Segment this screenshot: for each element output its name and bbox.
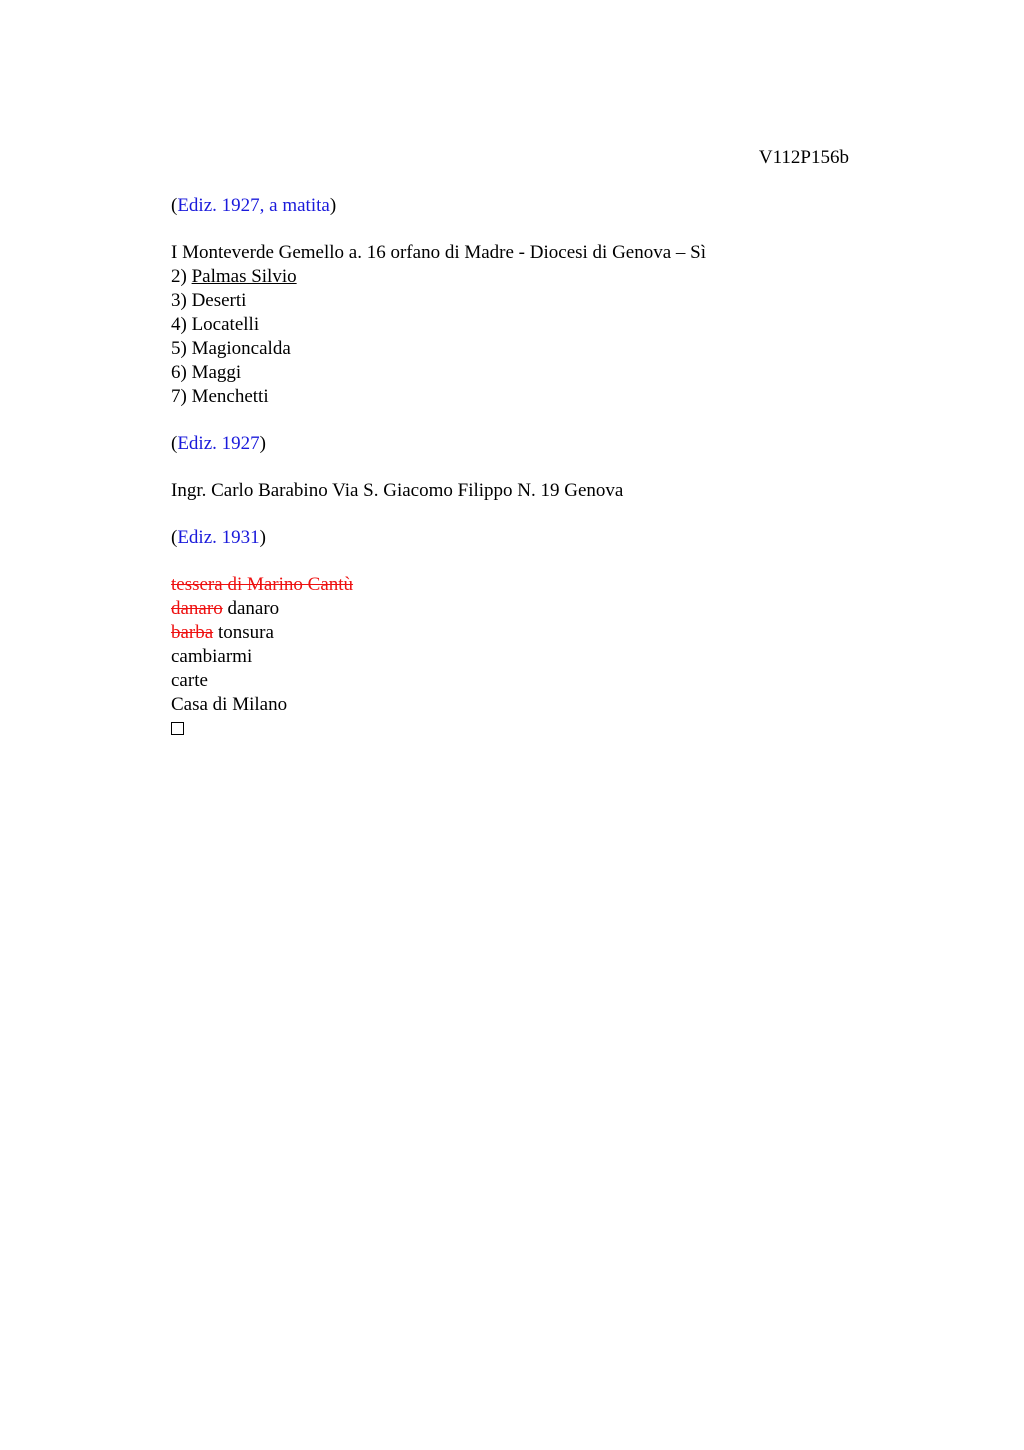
deleted-text: danaro: [171, 598, 223, 619]
edition-note-3: [171, 526, 871, 550]
deleted-line: [171, 573, 871, 597]
edition-label: Ediz. 1931: [177, 527, 260, 548]
edition-note-1: [171, 194, 871, 218]
text-line: [171, 621, 871, 645]
deleted-text: barba: [171, 622, 214, 643]
replacement-text: danaro: [222, 598, 280, 619]
edition-label: Ediz. 1927, a matita: [177, 195, 330, 216]
paren-open: (: [171, 195, 178, 216]
box-symbol: [171, 717, 871, 741]
paren-close: ): [259, 527, 266, 548]
text-line: Casa di Milano: [171, 694, 288, 715]
edition-label: Ediz. 1927: [177, 433, 260, 454]
list-item: 3) Deserti: [171, 290, 247, 311]
document-body: [171, 194, 871, 741]
list-item: 7) Menchetti: [171, 386, 269, 407]
text-line: carte: [171, 670, 208, 691]
underlined-name: Palmas Silvio: [191, 266, 297, 287]
paren-close: ): [259, 433, 266, 454]
page-id: V112P156b: [758, 147, 849, 168]
text-line: cambiarmi: [171, 646, 253, 667]
text-line: [171, 597, 871, 621]
paren-open: (: [171, 433, 178, 454]
text-line: I Monteverde Gemello a. 16 orfano di Madre - Diocesi di Genova – Sì: [171, 242, 707, 263]
empty-box-icon: [171, 722, 184, 735]
list-item: 4) Locatelli: [171, 314, 260, 335]
list-item: 5) Magioncalda: [171, 338, 291, 359]
deleted-text: tessera di Marino Cantù: [171, 574, 354, 595]
replacement-text: tonsura: [213, 622, 274, 643]
paren-close: ): [329, 195, 337, 216]
list-item: [171, 265, 871, 289]
paren-open: (: [171, 527, 178, 548]
edition-note-2: [171, 432, 871, 456]
list-number: 2): [171, 266, 192, 287]
text-line: Ingr. Carlo Barabino Via S. Giacomo Filippo N. 19 Genova: [171, 480, 624, 501]
list-item: 6) Maggi: [171, 362, 242, 383]
